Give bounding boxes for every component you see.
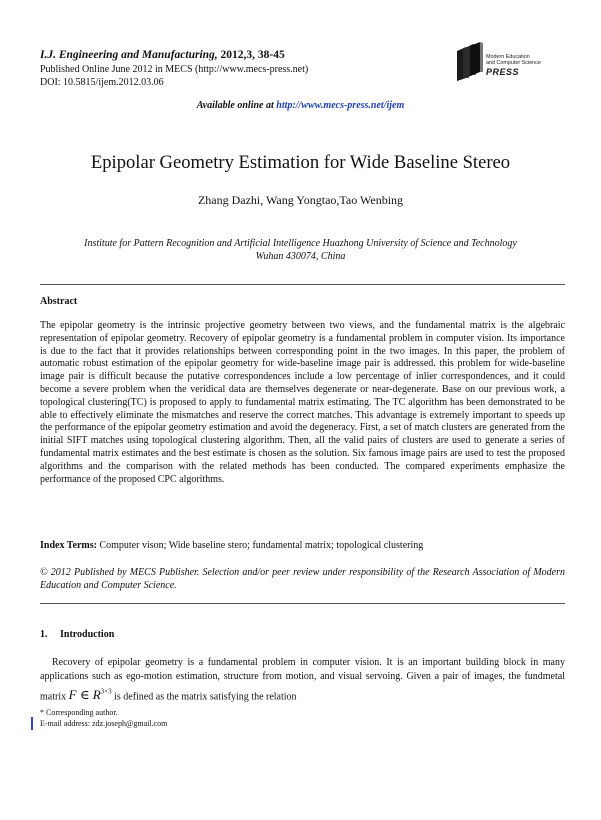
- math-F: F: [68, 687, 77, 703]
- affiliation-line-1: Institute for Pattern Recognition and Artificial Intelligence Huazhong University of Science and Technology: [84, 238, 517, 249]
- introduction-paragraph: [40, 656, 565, 705]
- logo-text-2: and Computer Science: [486, 60, 541, 66]
- journal-header: [40, 49, 285, 61]
- logo-press: PRESS: [486, 67, 520, 77]
- index-terms-label: Index Terms:: [40, 540, 97, 551]
- math-expression: [69, 687, 112, 702]
- intro-text-end: is defined as the matrix satisfying the relation: [111, 691, 297, 703]
- math-dim: 3×3: [100, 687, 112, 696]
- index-terms-text: Computer vison; Wide baseline stero; fundamental matrix; topological clustering: [96, 540, 424, 551]
- available-online: [0, 100, 601, 111]
- section-heading-introduction: [40, 629, 114, 640]
- index-terms: [40, 540, 565, 553]
- available-prefix: Available online at: [196, 100, 277, 111]
- mecs-press-logo: [454, 42, 549, 84]
- journal-name: I.J. Engineering and Manufacturing,: [40, 49, 218, 61]
- doi-line: DOI: 10.5815/ijem.2012.03.06: [40, 77, 164, 88]
- footnote-email: E-mail address: zdz.joseph@gmail.com: [40, 719, 168, 728]
- section-number: 1.: [40, 629, 48, 640]
- abstract-body: The epipolar geometry is the intrinsic projective geometry between two views, and the fundamental matrix is the algebraic representation of epipolar geometry. Recovery of epipolar geometry is a fundamental problem in computer vision. Its importance is due to the fact that it provides relationships between corresponding point in the two images. In this paper, the problem of automatic robust estimation of the epipolar geometry for wide-baseline image pair is addressed. this problem for wide-baseline image pair is difficult because the putative correspondences include a low percentage of inlier correspondences, and it could become a severe problem when the veridical data are themselves degenerate or near-degenerate. Base on our previous work, a topological clustering(TC) is proposed to apply to fundamental matrix estimating. The TC algorithm has been demonstrated to be able to effectively eliminate the mismatches and reserve the correct matches. This advantage is extremely important to speeds up the performance of the epipolar geometry estimation and avoid the degeneracy. First, a set of match clusters are generated from the initial SIFT matches using topological clustering algorithm. Then, all the valid pairs of clusters are used to generate a series of fundamental matrix estimates and the best estimate is chosen as the solution. Six famous image pairs are used to test the proposed algorithms and the comparison with the related methods has been conducted. The compared experiments emphasize the performance of the proposed CPC algorithms.: [40, 320, 565, 485]
- logo-text-1: Modern Education: [486, 54, 530, 60]
- journal-url-link[interactable]: http://www.mecs-press.net/ijem: [276, 100, 405, 111]
- copyright-notice: © 2012 Published by MECS Publisher. Selection and/or peer review under responsibility of the Research Association of Modern Education and Computer Science.: [40, 567, 565, 592]
- authors: Zhang Dazhi, Wang Yongtao,Tao Wenbing: [197, 193, 404, 207]
- affiliation: [40, 237, 561, 263]
- affiliation-line-2: Wuhan 430074, China: [255, 251, 346, 262]
- math-in: ∈: [76, 687, 93, 703]
- footnote-corresponding: * Corresponding author.: [40, 708, 118, 717]
- divider-top: [40, 284, 565, 285]
- introduction-body: [40, 656, 565, 705]
- published-line: Published Online June 2012 in MECS (http://www.mecs-press.net): [40, 64, 309, 75]
- math-R: R: [92, 687, 101, 703]
- section-title: Introduction: [60, 629, 115, 640]
- journal-volume: 2012,3, 38-45: [217, 49, 285, 61]
- books-icon: [454, 42, 486, 82]
- abstract-heading: Abstract: [40, 296, 78, 307]
- paper-title: Epipolar Geometry Estimation for Wide Baseline Stereo: [90, 152, 511, 173]
- margin-marker: [31, 717, 33, 730]
- footnote: [40, 707, 167, 729]
- divider-bottom: [40, 603, 565, 604]
- intro-text: Recovery of epipolar geometry is a fundamental problem in computer vision. It is an important building block in many applications such as ego-motion estimation, structure from motion, and visual servoing. Given a pair of images, the fundmetal matrix: [40, 657, 565, 703]
